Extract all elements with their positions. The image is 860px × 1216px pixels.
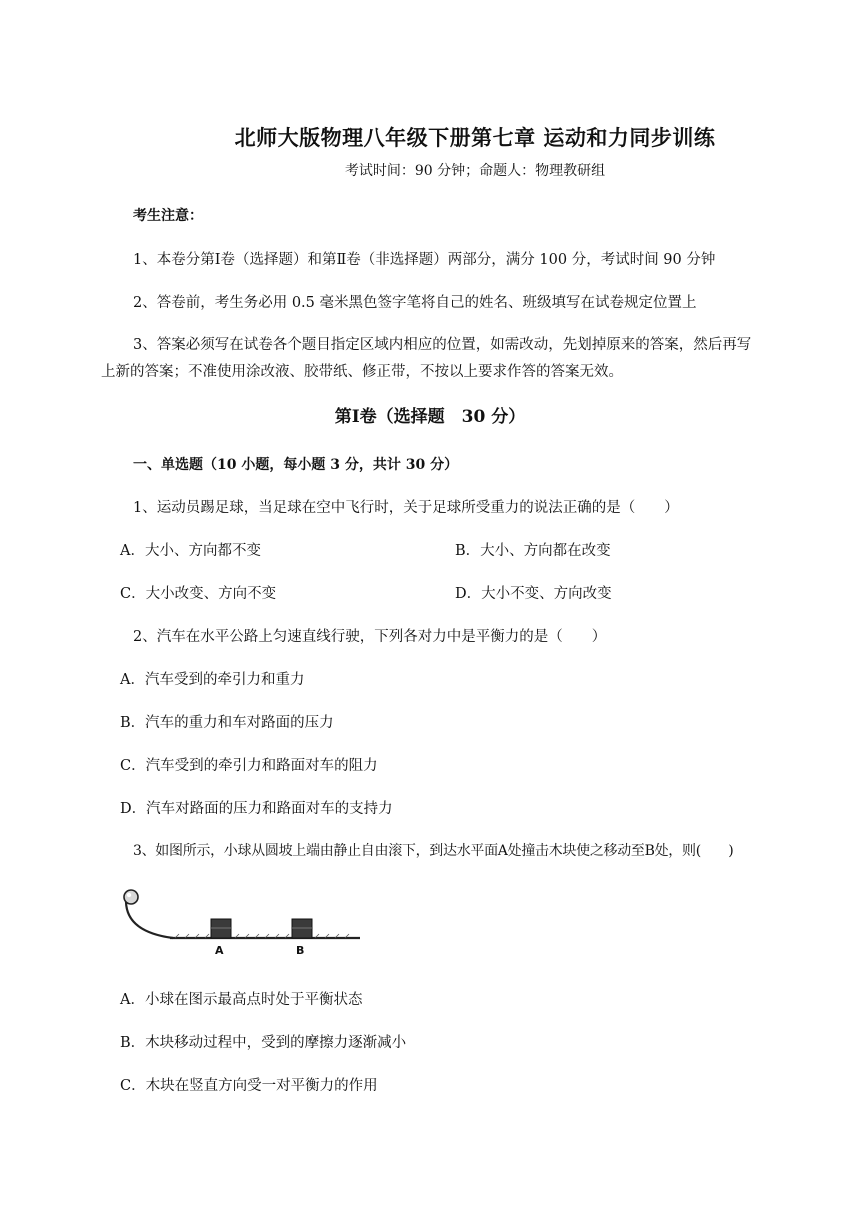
question-2-option-a: A．汽车受到的牵引力和重力 <box>120 672 305 688</box>
question-2-stem: 2、汽车在水平公路上匀速直线行驶，下列各对力中是平衡力的是（ ） <box>133 629 607 645</box>
question-1-option-c: C．大小改变、方向不变 <box>120 586 277 602</box>
notice-item-3-cont: 上新的答案；不准使用涂改液、胶带纸、修正带，不按以上要求作答的答案无效。 <box>101 364 623 380</box>
question-2-option-b: B．汽车的重力和车对路面的压力 <box>120 715 334 731</box>
page-title: 北师大版物理八年级下册第七章 运动和力同步训练 <box>234 125 716 150</box>
question-1-option-d: D．大小不变、方向改变 <box>455 586 612 602</box>
question-3-option-a: A．小球在图示最高点时处于平衡状态 <box>120 992 363 1008</box>
question-2-option-c: C．汽车受到的牵引力和路面对车的阻力 <box>120 758 378 774</box>
question-3-figure <box>115 882 365 962</box>
figure-label-b: B <box>296 944 305 957</box>
part-title: 第Ⅰ卷（选择题 30 分） <box>334 407 526 427</box>
notice-item-1: 1、本卷分第Ⅰ卷（选择题）和第Ⅱ卷（非选择题）两部分，满分 100 分，考试时间 90 分钟 <box>133 252 716 268</box>
ball-highlight <box>127 893 131 897</box>
question-1-option-b: B．大小、方向都在改变 <box>455 543 611 559</box>
question-1-stem: 1、运动员踢足球，当足球在空中飞行时，关于足球所受重力的说法正确的是（ ） <box>133 500 679 516</box>
curved-slope <box>126 902 173 938</box>
notice-heading: 考生注意： <box>133 208 203 224</box>
page-subtitle: 考试时间：90 分钟；命题人：物理教研组 <box>344 163 606 179</box>
question-3-option-c: C．木块在竖直方向受一对平衡力的作用 <box>120 1078 378 1094</box>
section-heading: 一、单选题（10 小题，每小题 3 分，共计 30 分） <box>133 457 459 473</box>
notice-item-3: 3、答案必须写在试卷各个题目指定区域内相应的位置，如需改动，先划掉原来的答案，然后再写 <box>133 337 752 353</box>
question-3-stem: 3、如图所示，小球从圆坡上端由静止自由滚下，到达水平面A处撞击木块使之移动至B处，则( ) <box>133 843 734 859</box>
ball <box>124 890 138 904</box>
question-1-option-a: A．大小、方向都不变 <box>120 543 261 559</box>
question-2-option-d: D．汽车对路面的压力和路面对车的支持力 <box>120 801 393 817</box>
figure-label-a: A <box>215 944 224 957</box>
block-a <box>211 919 231 938</box>
notice-item-2: 2、答卷前，考生务必用 0.5 毫米黑色签字笔将自己的姓名、班级填写在试卷规定位置上 <box>133 295 697 311</box>
question-3-option-b: B．木块移动过程中，受到的摩擦力逐渐减小 <box>120 1035 407 1051</box>
block-b <box>292 919 312 938</box>
